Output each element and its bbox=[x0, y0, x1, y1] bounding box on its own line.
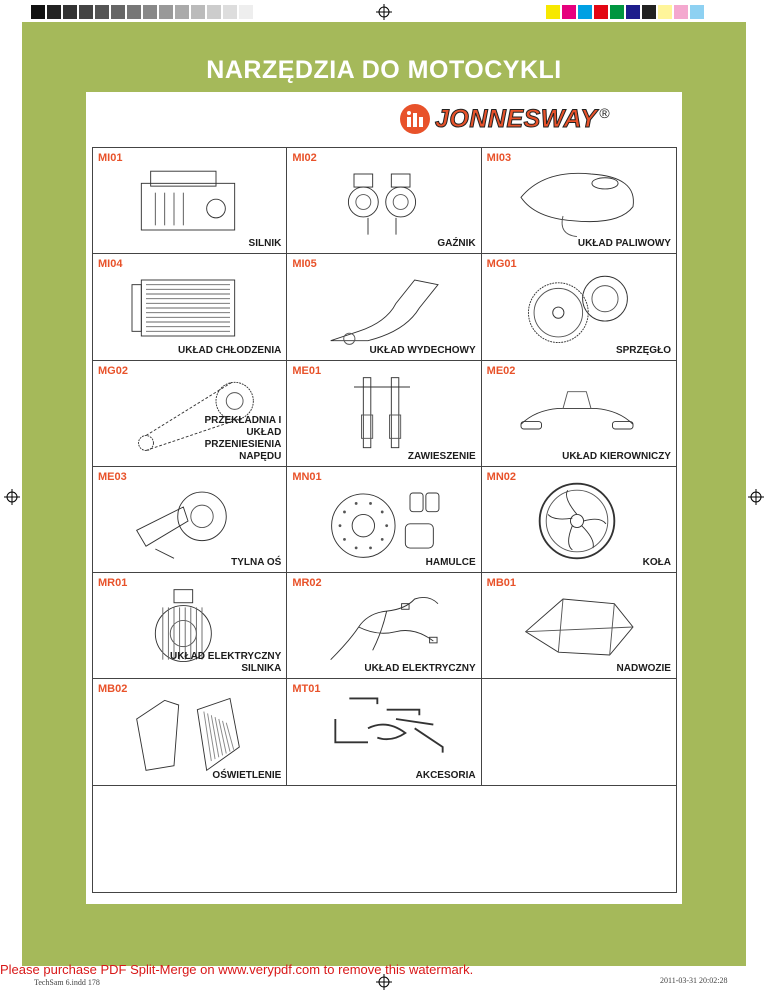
frame-illustration bbox=[502, 585, 652, 669]
category-label: KOŁA bbox=[642, 557, 671, 569]
category-label: UKŁAD ELEKTRYCZNY bbox=[364, 663, 476, 675]
category-label: SILNIK bbox=[248, 238, 282, 250]
wheel-illustration bbox=[502, 479, 652, 563]
wiring-harness-illustration bbox=[307, 585, 457, 669]
category-code: MN01 bbox=[292, 470, 322, 483]
exhaust-illustration bbox=[307, 266, 457, 350]
category-code: MI02 bbox=[292, 152, 317, 164]
category-label: ZAWIESZENIE bbox=[407, 450, 476, 462]
footer-timestamp: 2011-03-31 20:02:28 bbox=[660, 976, 728, 985]
cmyk-bar bbox=[545, 4, 705, 20]
category-code: MB01 bbox=[486, 577, 516, 590]
brake-disc-illustration bbox=[307, 479, 457, 563]
category-cell-mi02 bbox=[287, 148, 481, 254]
empty-cell bbox=[482, 679, 676, 785]
category-cell-mr01 bbox=[93, 573, 287, 679]
category-code: MN02 bbox=[486, 470, 516, 483]
category-cell-me02 bbox=[482, 361, 676, 467]
category-cell-mg01 bbox=[482, 254, 676, 360]
page-title: NARZĘDZIA DO MOTOCYKLI bbox=[206, 56, 562, 84]
category-code: MR02 bbox=[292, 577, 322, 590]
category-code: MG01 bbox=[486, 258, 517, 271]
category-label: NADWOZIE bbox=[616, 663, 671, 675]
category-label: GAŹNIK bbox=[437, 238, 476, 250]
category-code: MT01 bbox=[292, 683, 321, 696]
carburetor-illustration bbox=[307, 160, 457, 244]
registration-mark-icon bbox=[4, 489, 20, 505]
radiator-illustration bbox=[113, 266, 263, 350]
watermark-text[interactable]: Please purchase PDF Split-Merge on www.verypdf.com to remove this watermark. bbox=[0, 962, 474, 977]
category-code: ME03 bbox=[98, 470, 127, 483]
category-code: MB02 bbox=[98, 683, 128, 696]
category-code: MR01 bbox=[98, 577, 128, 590]
category-cell-mi04 bbox=[93, 254, 287, 360]
suspension-illustration bbox=[307, 373, 457, 457]
category-label: SPRZĘGŁO bbox=[615, 344, 671, 356]
rear-axle-illustration bbox=[113, 479, 263, 563]
hex-keys-illustration bbox=[307, 691, 457, 775]
category-cell-mr02 bbox=[287, 573, 481, 679]
category-label: UKŁAD ELEKTRYCZNY SILNIKA bbox=[170, 651, 282, 675]
category-code: ME02 bbox=[486, 364, 516, 377]
category-label: AKCESORIA bbox=[415, 769, 476, 781]
category-cell-mn02 bbox=[482, 467, 676, 573]
category-label: UKŁAD KIEROWNICZY bbox=[562, 450, 671, 462]
category-label: UKŁAD PALIWOWY bbox=[577, 238, 671, 250]
registration-mark-icon bbox=[748, 489, 764, 505]
grayscale-bar bbox=[30, 4, 254, 20]
category-cell-me01 bbox=[287, 361, 481, 467]
brand-name: JONNESWAY bbox=[435, 104, 598, 133]
category-cell-mt01 bbox=[287, 679, 481, 785]
brand-mark-icon bbox=[400, 104, 430, 134]
footer-filename: TechSam 6.indd 178 bbox=[34, 978, 100, 987]
category-label: HAMULCE bbox=[425, 557, 476, 569]
registration-mark-icon bbox=[376, 4, 392, 20]
registered-mark: ® bbox=[599, 105, 610, 121]
category-code: ME01 bbox=[292, 364, 322, 377]
category-cell-mb02 bbox=[93, 679, 287, 785]
clutch-illustration bbox=[502, 266, 652, 350]
category-cell-mi03 bbox=[482, 148, 676, 254]
category-label: OŚWIETLENIE bbox=[212, 769, 282, 781]
engine-illustration bbox=[113, 160, 263, 244]
category-label: UKŁAD CHŁODZENIA bbox=[178, 344, 282, 356]
category-label: TYLNA OŚ bbox=[231, 557, 282, 569]
category-cell-mb01 bbox=[482, 573, 676, 679]
headlight-illustration bbox=[113, 691, 263, 775]
category-cell-mi01 bbox=[93, 148, 287, 254]
category-code: MI04 bbox=[98, 258, 123, 271]
category-cell-mn01 bbox=[287, 467, 481, 573]
category-code: MI03 bbox=[486, 152, 512, 164]
category-grid bbox=[92, 147, 677, 893]
fuel-tank-illustration bbox=[502, 160, 652, 244]
category-cell-mi05 bbox=[287, 254, 481, 360]
category-label: PRZEKŁADNIA I UKŁAD PRZENIESIENIA NAPĘDU bbox=[204, 414, 282, 462]
category-cell-mg02 bbox=[93, 361, 287, 467]
category-code: MI01 bbox=[98, 152, 123, 164]
brand-logo bbox=[400, 103, 610, 135]
category-code: MI05 bbox=[292, 258, 317, 271]
category-cell-me03 bbox=[93, 467, 287, 573]
handlebar-illustration bbox=[502, 373, 652, 457]
category-code: MG02 bbox=[98, 364, 128, 377]
category-label: UKŁAD WYDECHOWY bbox=[369, 344, 476, 356]
